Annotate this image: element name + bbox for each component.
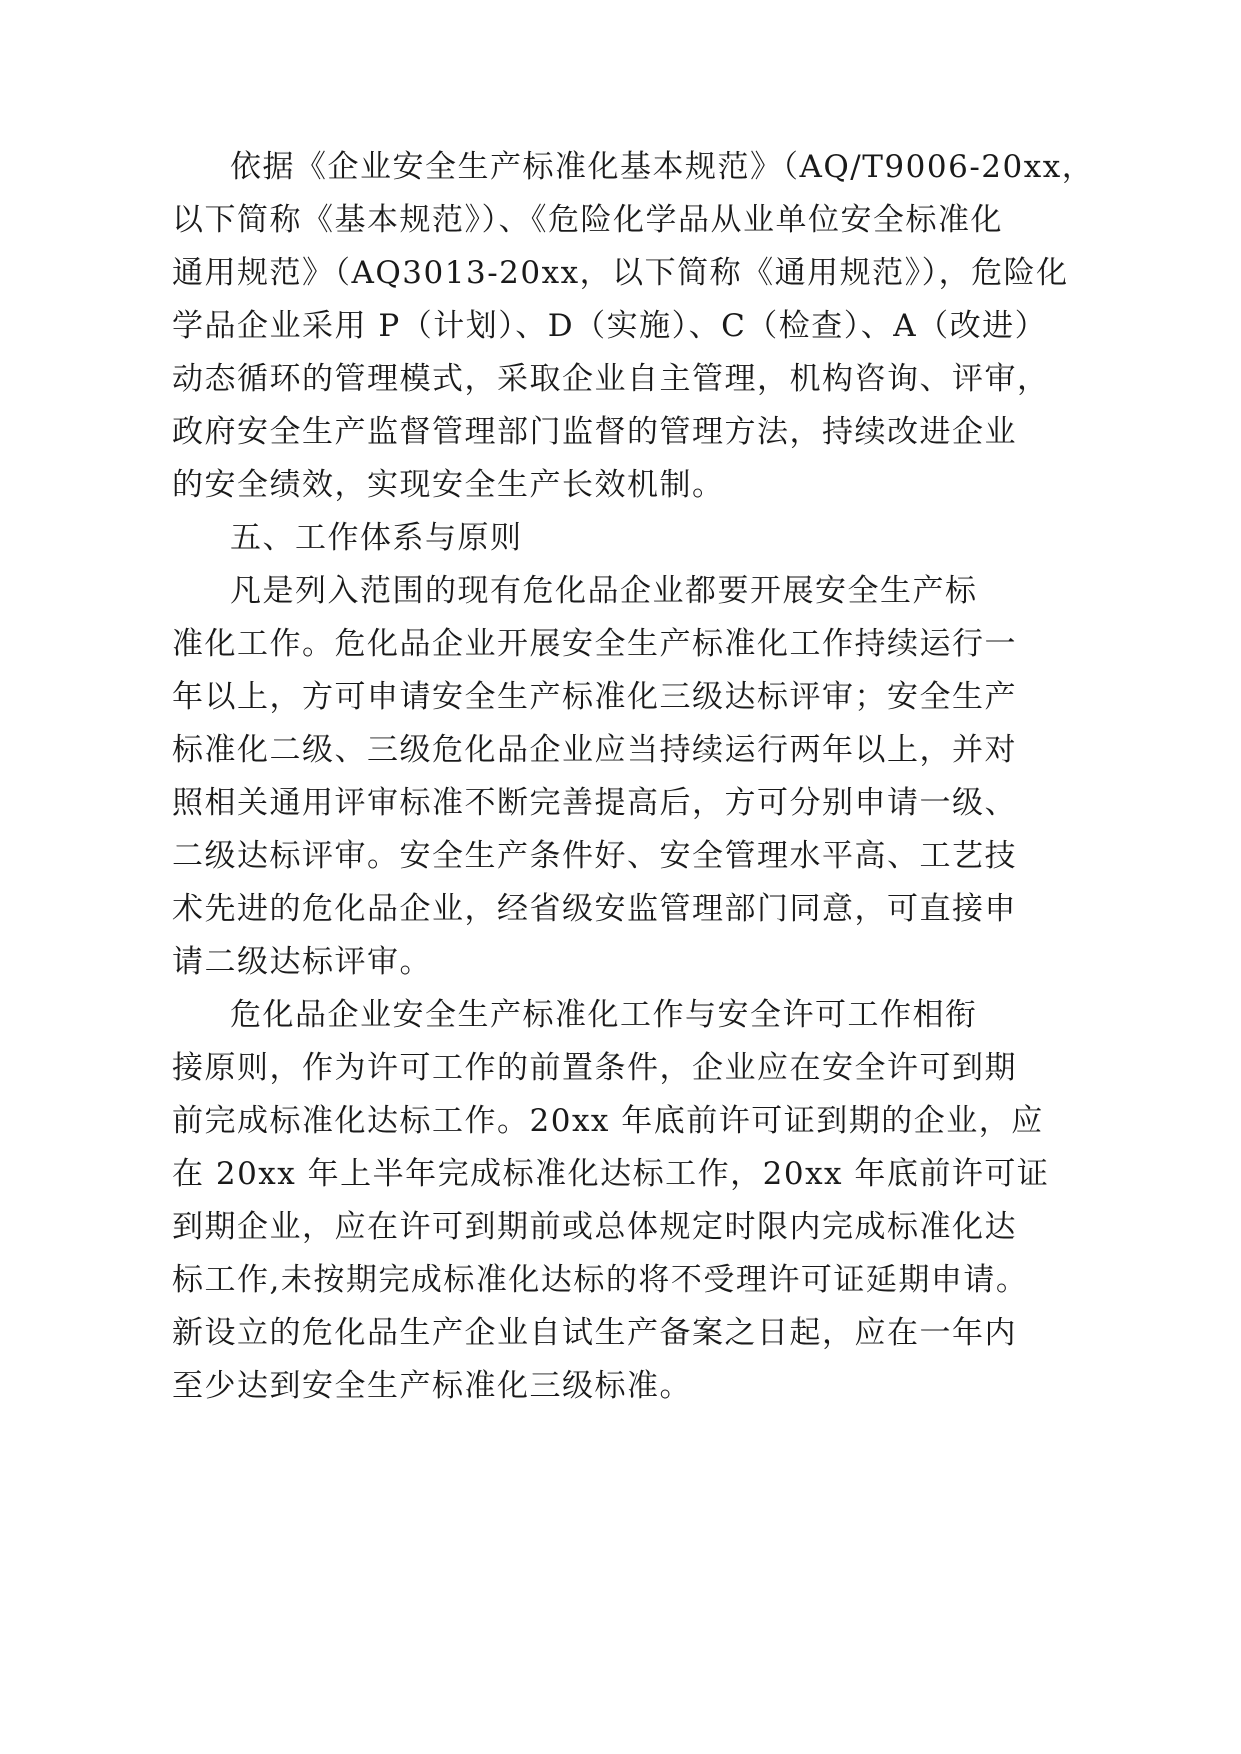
paragraph-1-line-4: 学品企业采用 P（计划）、D（实施）、C（检查）、A（改进） — [172, 308, 1048, 344]
paragraph-3-line-2: 接原则，作为许可工作的前置条件，企业应在安全许可到期 — [172, 1050, 1017, 1086]
paragraph-3-line-6: 标工作,未按期完成标准化达标的将不受理许可证延期申请。 — [172, 1262, 1029, 1298]
paragraph-3-line-7: 新设立的危化品生产企业自试生产备案之日起，应在一年内 — [172, 1315, 1017, 1351]
paragraph-2-line-3: 年以上，方可申请安全生产标准化三级达标评审；安全生产 — [172, 679, 1017, 715]
paragraph-2-line-6: 二级达标评审。安全生产条件好、安全管理水平高、工艺技 — [172, 838, 1017, 874]
paragraph-3-line-5: 到期企业，应在许可到期前或总体规定时限内完成标准化达 — [172, 1209, 1017, 1245]
section-heading-5: 五、工作体系与原则 — [230, 520, 523, 556]
paragraph-1-line-7: 的安全绩效，实现安全生产长效机制。 — [172, 467, 725, 503]
paragraph-2-line-8: 请二级达标评审。 — [172, 944, 432, 980]
paragraph-1-line-5: 动态循环的管理模式，采取企业自主管理，机构咨询、评审， — [172, 361, 1050, 397]
paragraph-3-line-8: 至少达到安全生产标准化三级标准。 — [172, 1368, 692, 1404]
paragraph-2-line-4: 标准化二级、三级危化品企业应当持续运行两年以上，并对 — [172, 732, 1017, 768]
paragraph-2-line-2: 准化工作。危化品企业开展安全生产标准化工作持续运行一 — [172, 626, 1017, 662]
paragraph-3-line-4: 在 20xx 年上半年完成标准化达标工作，20xx 年底前许可证 — [172, 1156, 1050, 1192]
paragraph-2-line-5: 照相关通用评审标准不断完善提高后，方可分别申请一级、 — [172, 785, 1017, 821]
paragraph-2-line-7: 术先进的危化品企业，经省级安监管理部门同意，可直接申 — [172, 891, 1017, 927]
paragraph-1-line-1: 依据《企业安全生产标准化基本规范》（AQ/T9006-20xx， — [230, 149, 1095, 185]
paragraph-2-line-1: 凡是列入范围的现有危化品企业都要开展安全生产标 — [230, 573, 978, 609]
paragraph-1-line-2: 以下简称《基本规范》）、《危险化学品从业单位安全标准化 — [172, 202, 1003, 238]
paragraph-1-line-3: 通用规范》（AQ3013-20xx，以下简称《通用规范》），危险化 — [172, 255, 1069, 291]
paragraph-3-line-3: 前完成标准化达标工作。20xx 年底前许可证到期的企业，应 — [172, 1103, 1044, 1139]
paragraph-1-line-6: 政府安全生产监督管理部门监督的管理方法，持续改进企业 — [172, 414, 1017, 450]
paragraph-3-line-1: 危化品企业安全生产标准化工作与安全许可工作相衔 — [230, 997, 978, 1033]
